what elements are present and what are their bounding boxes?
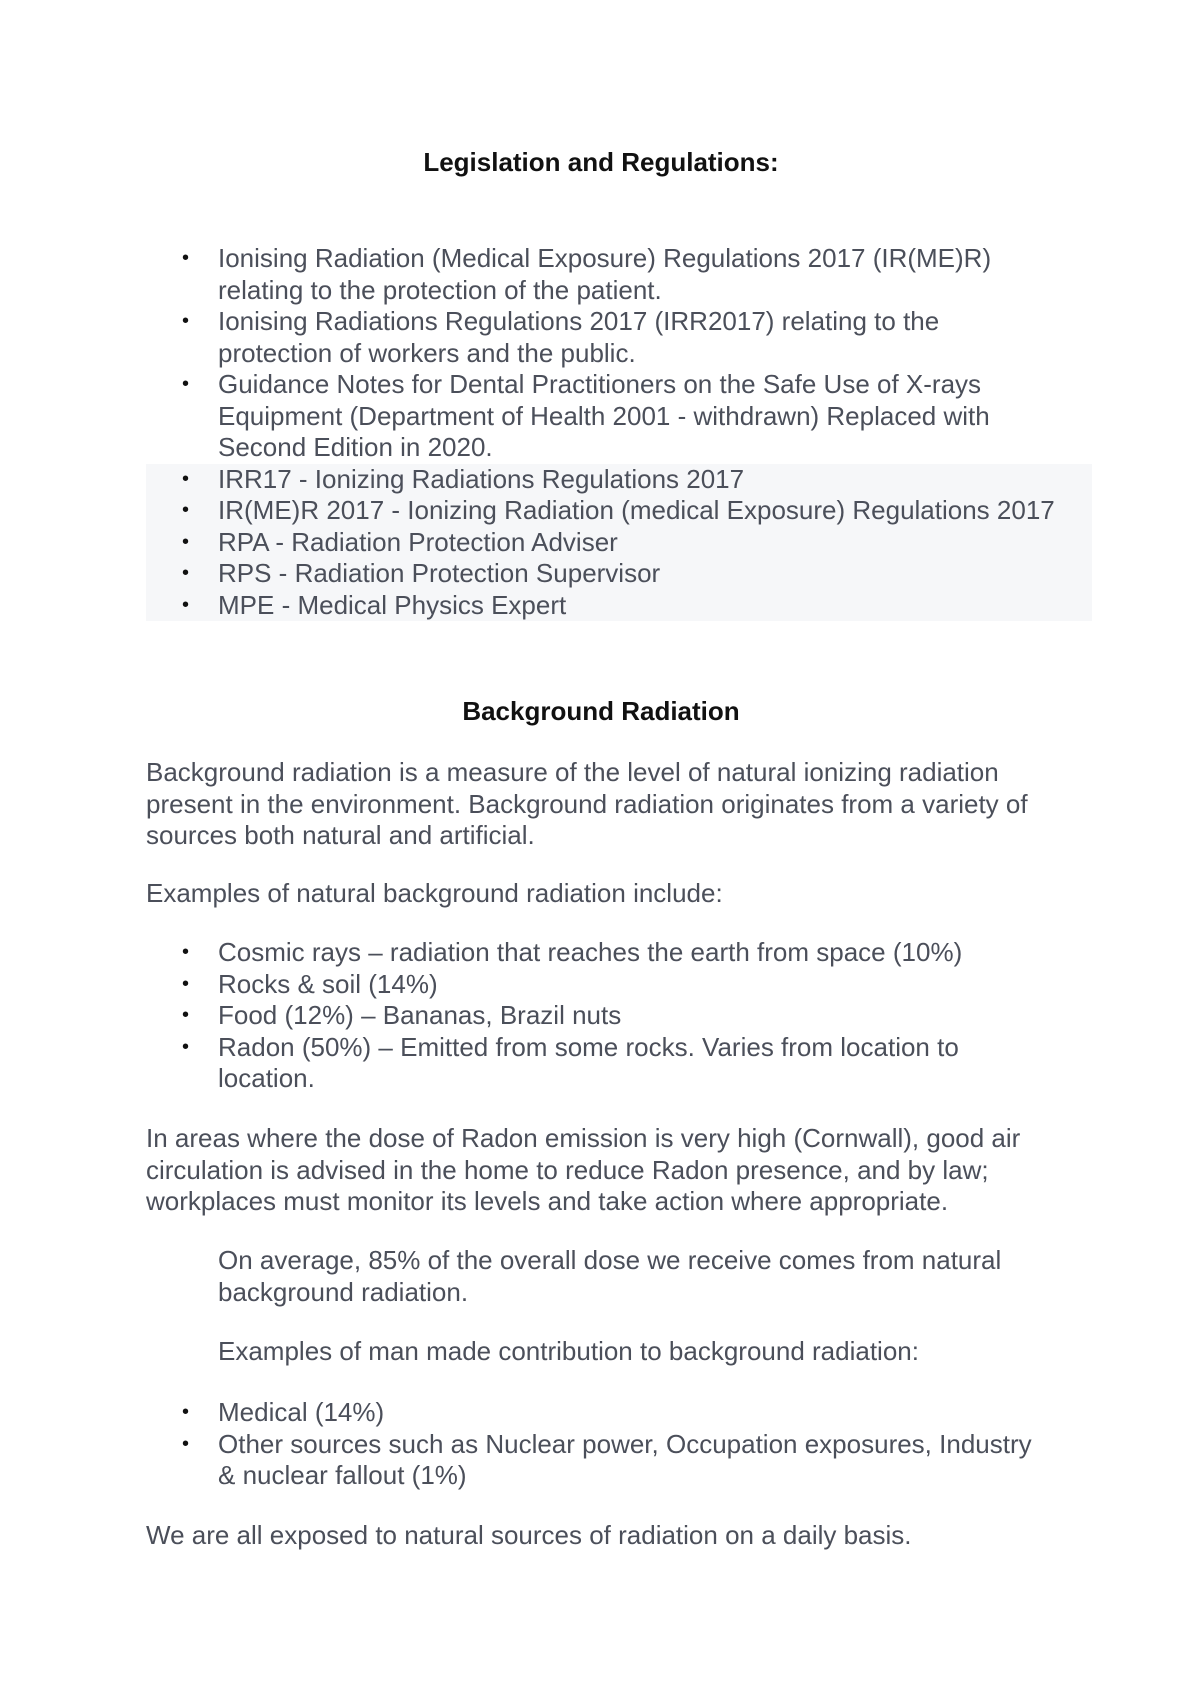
closing-paragraph: We are all exposed to natural sources of radiation on a daily basis. xyxy=(146,1520,912,1550)
manmade-examples-heading: Examples of man made contribution to background radiation: xyxy=(218,1336,919,1366)
bullet-icon: • xyxy=(182,1004,190,1026)
list-item-text: IRR17 - Ionizing Radiations Regulations 2017 xyxy=(218,463,745,494)
bullet-icon: • xyxy=(182,1035,190,1058)
list-item xyxy=(146,369,1056,464)
bullet-icon: • xyxy=(182,1401,190,1423)
list-item-text: RPS - Radiation Protection Supervisor xyxy=(218,558,661,588)
background-radiation-heading: Background Radiation xyxy=(462,696,740,726)
list-item-text: Ionising Radiations Regulations 2017 (IRR2017) relating to the protection of workers and the public. xyxy=(218,306,940,368)
list-item xyxy=(146,1429,1056,1492)
list-item-text: Guidance Notes for Dental Practitioners on the Safe Use of X-rays Equipment (Department of Health 2001 - withdrawn) Replaced with Second Edition in 2020. xyxy=(218,369,990,462)
manmade-sources-list xyxy=(146,1397,1056,1492)
list-item xyxy=(146,243,1056,306)
legislation-list xyxy=(146,243,1056,621)
bullet-icon: • xyxy=(182,373,190,395)
list-item xyxy=(146,527,1092,559)
bullet-icon: • xyxy=(182,530,190,553)
bullet-icon: • xyxy=(182,1432,190,1455)
list-item xyxy=(146,464,1092,496)
list-item-text: RPA - Radiation Protection Adviser xyxy=(218,526,618,557)
list-item xyxy=(146,558,1092,590)
list-item-text: Rocks & soil (14%) xyxy=(218,968,438,999)
list-item-text: Food (12%) – Bananas, Brazil nuts xyxy=(218,1000,622,1030)
list-item xyxy=(146,495,1092,527)
list-item xyxy=(146,969,1056,1001)
natural-sources-list xyxy=(146,937,1056,1095)
radon-paragraph: In areas where the dose of Radon emission is very high (Cornwall), good air circulation is advised in the home to reduce Radon presence, and by law; workplaces must monitor its levels and take action where appropriate. xyxy=(146,1123,1021,1216)
list-item xyxy=(146,1000,1056,1032)
bullet-icon: • xyxy=(182,499,190,521)
list-item-text: IR(ME)R 2017 - Ionizing Radiation (medical Exposure) Regulations 2017 xyxy=(218,495,1055,525)
average-dose-paragraph: On average, 85% of the overall dose we receive comes from natural background radiation. xyxy=(218,1245,1002,1307)
bullet-icon: • xyxy=(182,972,190,995)
background-intro-paragraph: Background radiation is a measure of the level of natural ionizing radiation present in the environment. Background radiation originates from a variety of sources both natural and artificial. xyxy=(146,757,1028,850)
natural-examples-heading: Examples of natural background radiation include: xyxy=(146,878,723,908)
list-item-text: Radon (50%) – Emitted from some rocks. Varies from location to location. xyxy=(218,1031,959,1093)
list-item xyxy=(146,937,1056,969)
list-item xyxy=(146,1397,1056,1429)
list-item-text: MPE - Medical Physics Expert xyxy=(218,589,567,620)
bullet-icon: • xyxy=(182,247,190,269)
list-item xyxy=(146,1032,1056,1095)
list-item xyxy=(146,590,1092,622)
bullet-icon: • xyxy=(182,467,190,490)
list-item-text: Medical (14%) xyxy=(218,1397,385,1427)
legislation-heading: Legislation and Regulations: xyxy=(423,147,779,177)
bullet-icon: • xyxy=(182,562,190,584)
list-item-text: Other sources such as Nuclear power, Occupation exposures, Industry & nuclear fallout (1%) xyxy=(218,1428,1032,1490)
list-item xyxy=(146,306,1056,369)
bullet-icon: • xyxy=(182,941,190,963)
list-item-text: Cosmic rays – radiation that reaches the earth from space (10%) xyxy=(218,937,963,967)
list-item-text: Ionising Radiation (Medical Exposure) Regulations 2017 (IR(ME)R) relating to the protection of the patient. xyxy=(218,243,992,305)
bullet-icon: • xyxy=(182,310,190,332)
bullet-icon: • xyxy=(182,593,190,616)
